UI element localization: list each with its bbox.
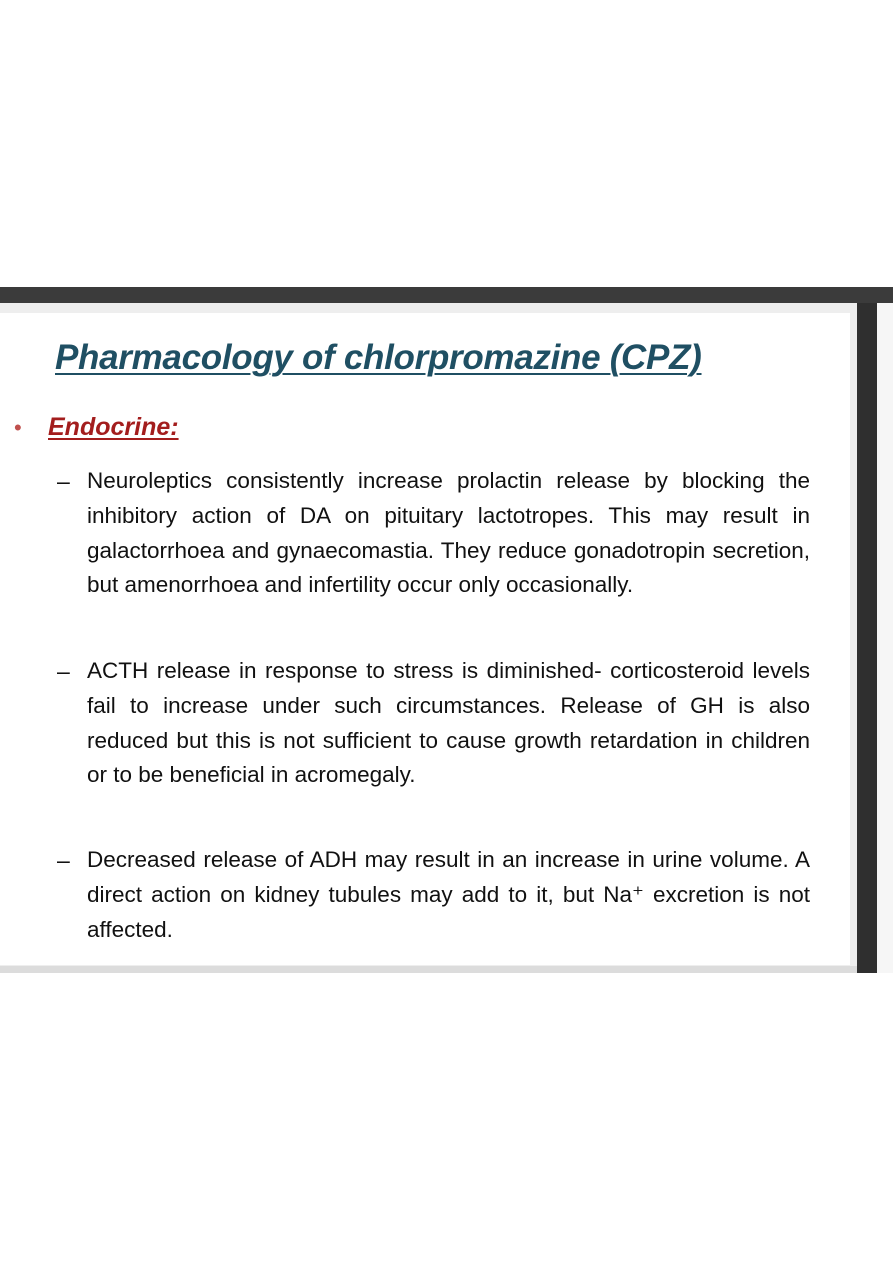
next-slide-edge — [877, 303, 893, 973]
sub-item-text: ACTH release in response to stress is diminished- corticosteroid levels fail to increase under such circumstances. Release of GH is also reduced but this is not sufficient to cause growth retardation in children or to be beneficial in acromegaly. — [87, 658, 810, 788]
dash-marker: – — [57, 658, 70, 684]
slide-right-border — [857, 303, 877, 973]
sub-item-acth — [57, 654, 810, 793]
sub-item-prolactin — [57, 464, 810, 603]
slide-bottom-border — [0, 966, 857, 973]
bullet-endocrine — [14, 413, 179, 442]
slide-title: Pharmacology of chlorpromazine (CPZ) — [55, 338, 702, 377]
slide-top-border — [0, 287, 893, 303]
sub-item-text: Neuroleptics consistently increase prolactin release by blocking the inhibitory action of DA on pituitary lactotropes. This may result in galactorrhoea and gynaecomastia. They reduce gonadotropin secretion, but amenorrhoea and infertility occur only occasionally. — [87, 468, 810, 598]
dash-marker: – — [57, 847, 70, 873]
bullet-dot-icon: • — [14, 415, 22, 440]
sub-item-text: Decreased release of ADH may result in an increase in urine volume. A direct action on kidney tubules may add to it, but Na⁺ excretion is not affected. — [87, 847, 810, 942]
bullet-heading: Endocrine: — [48, 413, 179, 441]
dash-marker: – — [57, 468, 70, 494]
sub-item-adh — [57, 843, 810, 947]
